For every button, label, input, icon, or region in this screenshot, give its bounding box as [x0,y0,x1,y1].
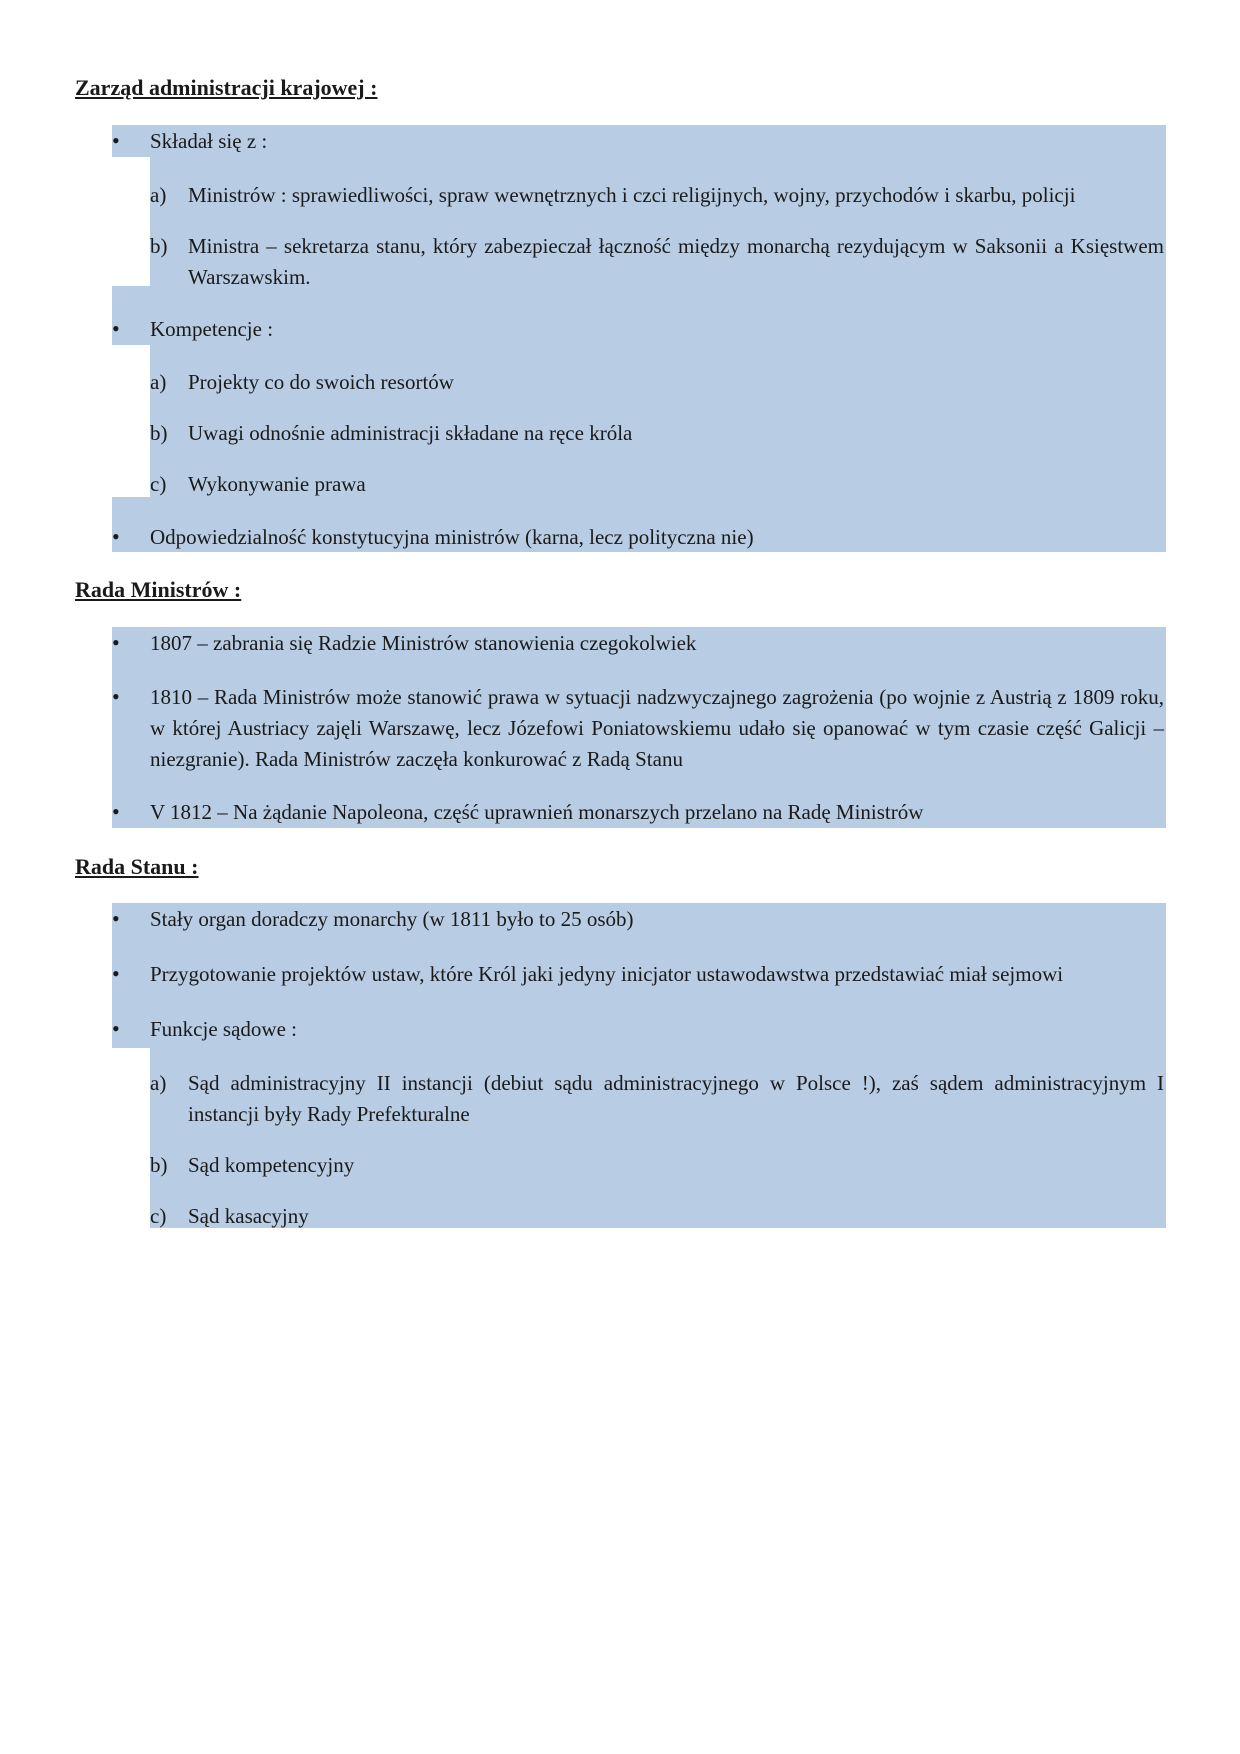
list-marker: b) [150,421,168,445]
bullet-marker: • [112,1016,120,1041]
list-item: Kompetencje : [150,317,274,341]
bullet-marker: • [112,128,120,153]
section-heading: Rada Stanu : [75,854,199,879]
list-item: Odpowiedzialność konstytucyjna ministrów (karna, lecz polityczna nie) [150,525,754,549]
highlight-gap [112,157,150,286]
bullet-marker: • [112,316,120,341]
bullet-marker: • [112,524,120,549]
list-item: Stały organ doradczy monarchy (w 1811 było to 25 osób) [150,907,634,931]
list-item: V 1812 – Na żądanie Napoleona, część uprawnień monarszych przelano na Radę Ministrów [150,800,924,824]
list-item: 1807 – zabrania się Radzie Ministrów stanowienia czegokolwiek [150,631,697,655]
section-heading: Rada Ministrów : [75,577,242,602]
highlight-gap [112,345,150,497]
bullet-marker: • [112,684,120,709]
list-marker: b) [150,1153,168,1177]
list-item: Uwagi odnośnie administracji składane na ręce króla [188,421,633,445]
list-item: Sąd kompetencyjny [188,1153,355,1177]
bullet-marker: • [112,799,120,824]
list-marker: c) [150,472,167,496]
list-item: Ministra – sekretarza stanu, który zabezpieczał łączność między monarchą rezydującym w Saksonii a Księstwem Warszawskim. [188,234,1164,289]
list-item: Funkcje sądowe : [150,1017,297,1041]
section-heading: Zarząd administracji krajowej : [75,75,378,100]
list-marker: b) [150,234,168,258]
list-marker: a) [150,1071,167,1095]
list-marker: c) [150,1204,167,1228]
bullet-marker: • [112,961,120,986]
list-marker: a) [150,183,167,207]
list-item: Ministrów : sprawiedliwości, spraw wewnętrznych i czci religijnych, wojny, przychodów i skarbu, policji [188,183,1076,207]
list-item: Sąd kasacyjny [188,1204,309,1228]
list-item: Przygotowanie projektów ustaw, które Król jaki jedyny inicjator ustawodawstwa przedstawiać miał sejmowi [150,962,1064,986]
list-marker: a) [150,370,167,394]
list-item: Składał się z : [150,129,268,153]
list-item: 1810 – Rada Ministrów może stanowić prawa w sytuacji nadzwyczajnego zagrożenia (po wojnie z Austrią z 1809 roku, w której Austriacy zajęli Warszawę, lecz Józefowi Poniatowskiemu udało się opanować w tym czasie część Galicji – niezgranie). Rada Ministrów zaczęła konkurować z Radą Stanu [150,685,1164,771]
bullet-marker: • [112,906,120,931]
list-item: Sąd administracyjny II instancji (debiut sądu administracyjnego w Polsce !), zaś sądem administracyjnym I instancji były Rady Prefekturalne [188,1071,1164,1126]
highlight-gap [112,1048,150,1228]
bullet-marker: • [112,630,120,655]
list-item: Wykonywanie prawa [188,472,366,496]
list-item: Projekty co do swoich resortów [188,370,454,394]
